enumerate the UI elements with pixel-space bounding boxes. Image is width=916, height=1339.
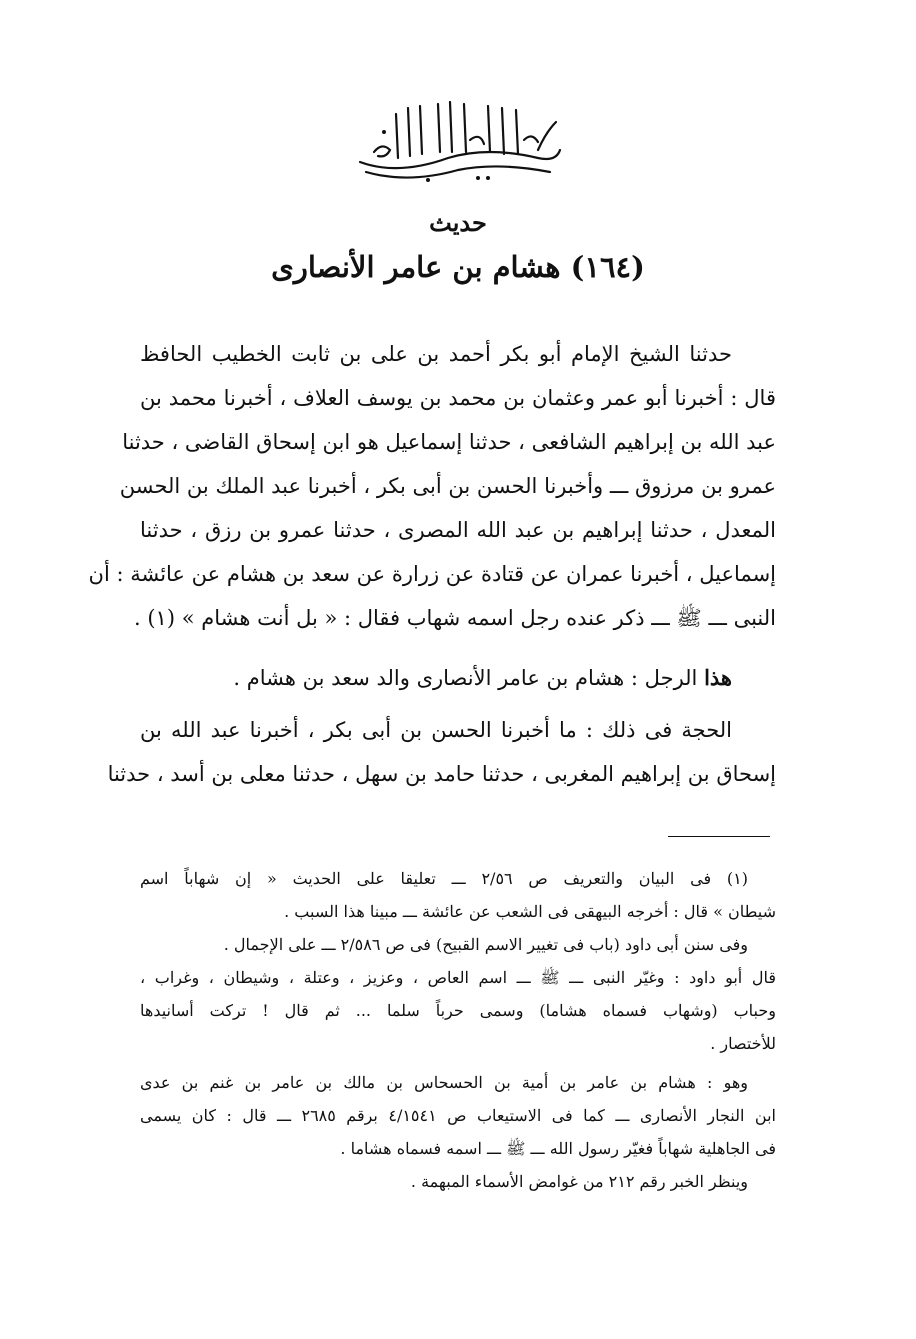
footnotes bbox=[140, 862, 776, 1198]
footnote-line: ابن النجار الأنصارى ـــ كما فى الاستيعاب ص ٤/١٥٤١ برقم ٢٦٨٥ ـــ قال : كان يسمى bbox=[140, 1106, 776, 1125]
footnote-line: شيطان » قال : أخرجه البيهقى فى الشعب عن عائشة ـــ مبينا هذا السبب . bbox=[284, 902, 776, 921]
hadith-text bbox=[88, 332, 776, 640]
text-line: عمرو بن مرزوق ـــ وأخبرنا الحسن بن أبى بكر ، أخبرنا عبد الملك بن الحسن bbox=[119, 474, 776, 498]
footnote-line: (١) فى البيان والتعريف ص ٢/٥٦ ـــ تعليقا على الحديث « إن شهاباً اسم bbox=[140, 869, 748, 888]
text-line: عبد الله بن إبراهيم الشافعى ، حدثنا إسماعيل هو ابن إسحاق القاضى ، حدثنا bbox=[122, 430, 776, 454]
hujja-paragraph bbox=[107, 708, 776, 796]
footnote-line: وينظر الخبر رقم ٢١٢ من غوامض الأسماء المبهمة . bbox=[410, 1172, 748, 1191]
text-line: المعدل ، حدثنا إبراهيم بن عبد الله المصرى ، حدثنا عمرو بن رزق ، حدثنا bbox=[140, 518, 776, 542]
hadha-word: هذا bbox=[704, 665, 732, 690]
text-line: النبى ـــ ﷺ ـــ ذكر عنده رجل اسمه شهاب فقال : « بل أنت هشام » (١) . bbox=[134, 606, 776, 630]
footnote-separator bbox=[668, 836, 770, 837]
text-line: قال : أخبرنا أبو عمر وعثمان بن محمد بن يوسف العلاف ، أخبرنا محمد بن bbox=[140, 386, 776, 410]
text-line bbox=[140, 656, 776, 700]
text-line: حدثنا الشيخ الإمام أبو بكر أحمد بن على بن ثابت الخطيب الحافظ bbox=[140, 342, 732, 366]
text-line: الحجة فى ذلك : ما أخبرنا الحسن بن أبى بكر ، أخبرنا عبد الله بن bbox=[140, 718, 732, 742]
hadha-paragraph bbox=[140, 656, 776, 700]
basmala-calligraphy-icon bbox=[338, 92, 578, 192]
hadha-rest: الرجل : هشام بن عامر الأنصارى والد سعد بن هشام . bbox=[233, 666, 705, 690]
footnote-line: للأختصار . bbox=[710, 1034, 776, 1053]
footnote-line: وحباب (وشهاب فسماه هشاما) وسمى حرباً سلما ... ثم قال ! تركت أسانيدها bbox=[140, 1001, 776, 1020]
text-line: إسماعيل ، أخبرنا عمران عن قتادة عن زرارة عن سعد بن هشام عن عائشة : أن bbox=[88, 562, 776, 586]
footnote-line: وفى سنن أبى داود (باب فى تغيير الاسم القبيح) فى ص ٢/٥٨٦ ـــ على الإجمال . bbox=[223, 935, 748, 954]
section-label: حديث bbox=[429, 208, 487, 237]
footnote-line: قال أبو داود : وغيّر النبى ـــ ﷺ ـــ اسم العاص ، وعزيز ، وعتلة ، وشيطان ، وغراب ، bbox=[140, 968, 776, 987]
hadith-title: (١٦٤) هشام بن عامر الأنصارى bbox=[271, 250, 645, 284]
text-line: إسحاق بن إبراهيم المغربى ، حدثنا حامد بن سهل ، حدثنا معلى بن أسد ، حدثنا bbox=[107, 762, 776, 786]
footnote-line: فى الجاهلية شهاباً فغيّر رسول الله ـــ ﷺ ـــ اسمه فسماه هشاما . bbox=[340, 1139, 776, 1158]
footnote-line: وهو : هشام بن عامر بن أمية بن الحسحاس بن مالك بن عامر بن غنم بن عدى bbox=[140, 1073, 748, 1092]
